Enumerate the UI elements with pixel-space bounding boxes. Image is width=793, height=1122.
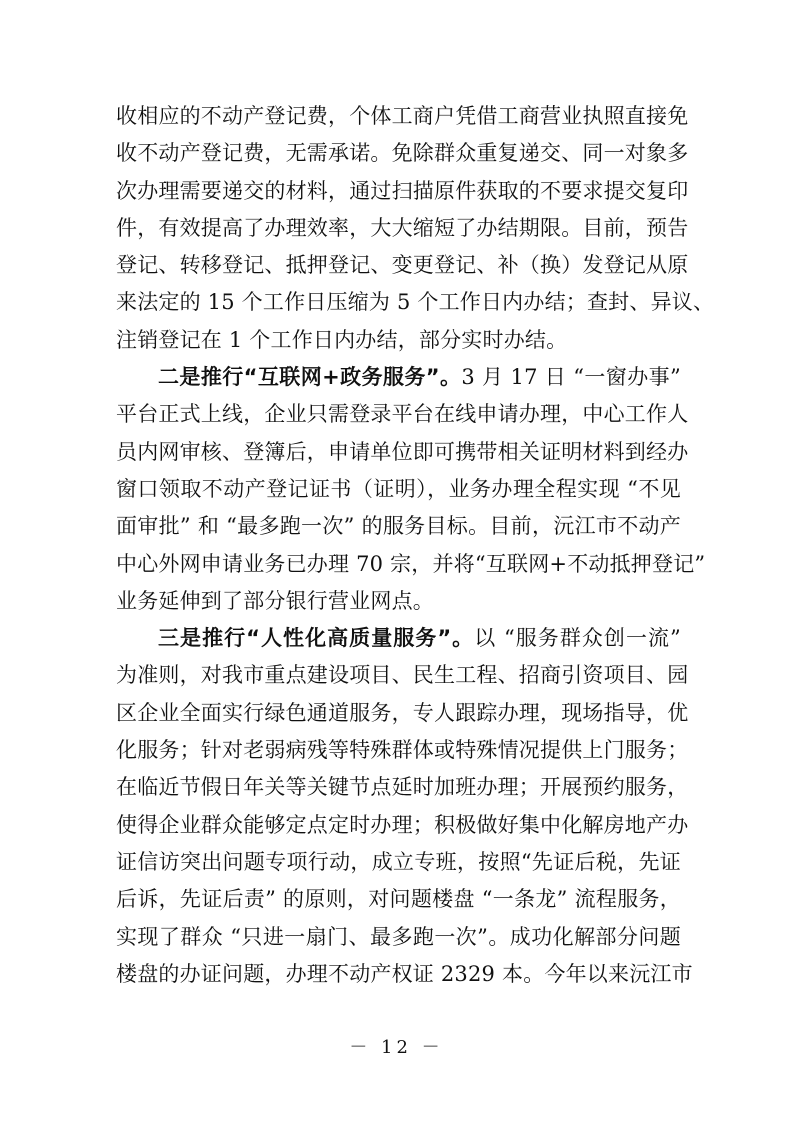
body-text: [116, 98, 715, 993]
text-line: 收不动产登记费，无需承诺。免除群众重复递交、同一对象多: [116, 141, 689, 166]
text-line: [116, 620, 681, 657]
text-line: 区企业全面实行绿色通道服务，专人跟踪办理，现场指导，优: [116, 700, 689, 725]
heading-continuation: 以 “服务群众创一流”: [474, 626, 681, 651]
paragraph-heading: 三是推行“人性化高质量服务”。: [158, 626, 475, 651]
text-line: 面审批” 和 “最多跑一次” 的服务目标。目前，沅江市不动产: [116, 514, 681, 539]
text-line: 在临近节假日年关等关键节点延时加班办理；开展预约服务，: [116, 775, 689, 800]
paragraph-heading: 二是推行“互联网+政务服务”。: [158, 365, 462, 390]
text-line: 件，有效提高了办理效率，大大缩短了办结期限。目前，预告: [116, 215, 689, 240]
text-line: 后诉，先证后责” 的原则，对问题楼盘 “一条龙” 流程服务，: [116, 887, 681, 912]
heading-continuation: 3 月 17 日 “一窗办事”: [461, 365, 681, 390]
text-line: 次办理需要递交的材料，通过扫描原件获取的不要求提交复印: [116, 178, 689, 203]
text-line: 业务延伸到了部分银行营业网点。: [116, 588, 434, 613]
text-line: 证信访突出问题专项行动，成立专班，按照“先证后税，先证: [116, 849, 681, 874]
text-line: 员内网审核、登簿后，申请单位即可携带相关证明材料到经办: [116, 439, 689, 464]
text-line: 平台正式上线，企业只需登录平台在线申请办理，中心工作人: [116, 402, 689, 427]
paragraph-fees: [116, 98, 715, 359]
text-line: 注销登记在 1 个工作日内办结，部分实时办结。: [116, 327, 568, 352]
text-line: 窗口领取不动产登记证书（证明），业务办理全程实现 “不见: [116, 476, 681, 501]
text-line: 化服务；针对老弱病残等特殊群体或特殊情况提供上门服务；: [116, 738, 689, 763]
text-line: 使得企业群众能够定点定时办理；积极做好集中化解房地产办: [116, 812, 689, 837]
paragraph-humanized-services: [116, 620, 693, 993]
paragraph-internet-services: [116, 359, 706, 620]
text-line: 为准则，对我市重点建设项目、民生工程、招商引资项目、园: [116, 663, 689, 688]
text-line: 实现了群众 “只进一扇门、最多跑一次”。成功化解部分问题: [116, 924, 681, 949]
text-line: 登记、转移登记、抵押登记、变更登记、补（换）发登记从原: [116, 253, 689, 278]
text-line: 楼盘的办证问题，办理不动产权证 2329 本。今年以来沅江市: [116, 961, 693, 986]
text-line: 中心外网申请业务已办理 70 宗，并将“互联网+不动抵押登记”: [116, 551, 706, 576]
page-number: － 12 －: [349, 1037, 444, 1058]
text-line: 收相应的不动产登记费，个体工商户凭借工商营业执照直接免: [116, 104, 689, 128]
text-line: 来法定的 15 个工作日压缩为 5 个工作日内办结；查封、异议、: [116, 290, 715, 315]
text-line: [116, 359, 681, 396]
